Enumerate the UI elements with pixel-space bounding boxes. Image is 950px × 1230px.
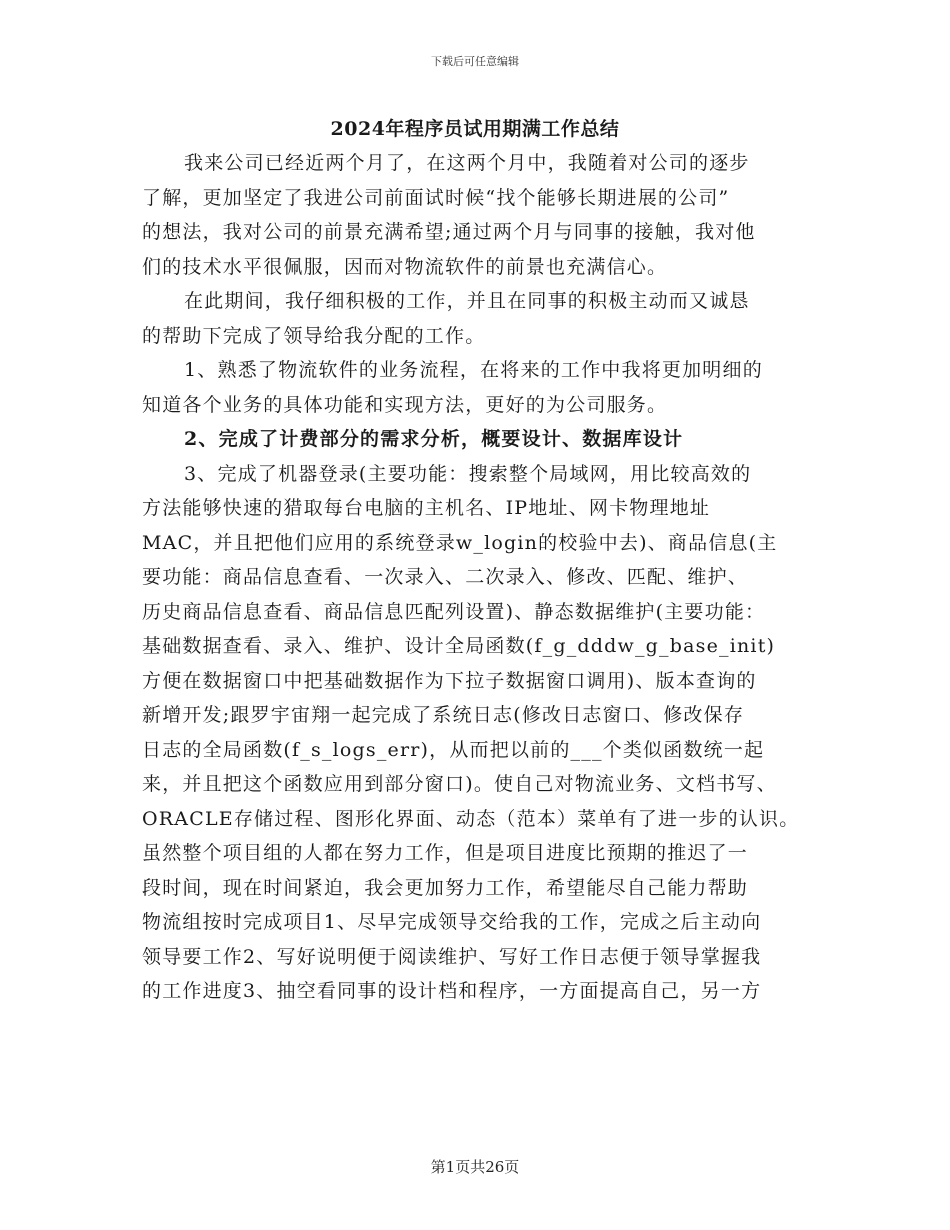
text-line: 我来公司已经近两个月了，在这两个月中，我随着对公司的逐步: [184, 152, 750, 174]
text-line: ORACLE存储过程、图形化界面、动态（范本）菜单有了进一步的认识。: [142, 807, 800, 830]
text-line: 知道各个业务的具体功能和实现方法，更好的为公司服务。: [142, 393, 668, 416]
document-body: [142, 146, 822, 1009]
text-line: 物流组按时完成项目1、尽早完成领导交给我的工作，完成之后主动向: [142, 911, 762, 933]
text-line: 来，并且把这个函数应用到部分窗口)。使自己对物流业务、文档书写、: [142, 773, 777, 795]
text-line: 3、完成了机器登录(主要功能：搜索整个局域网，用比较高效的: [184, 462, 752, 485]
text-line: 2、完成了计费部分的需求分析，概要设计、数据库设计: [184, 428, 684, 450]
text-line: MAC，并且把他们应用的系统登录w_login的校验中去)、商品信息(主: [142, 531, 778, 554]
text-line: 基础数据查看、录入、维护、设计全局函数(f_g_dddw_g_base_init): [142, 635, 776, 657]
text-line: 的工作进度3、抽空看同事的设计档和程序，一方面提高自己，另一方: [142, 980, 762, 1002]
text-line: 日志的全局函数(f_s_logs_err)，从而把以前的___个类似函数统一起: [142, 738, 765, 761]
page-footer: 第1页共26页: [430, 1158, 520, 1176]
text-line: 们的技术水平很佩服，因而对物流软件的前景也充满信心。: [142, 255, 668, 278]
text-line: 在此期间，我仔细积极的工作，并且在同事的积极主动而又诚恳: [184, 290, 750, 312]
text-line: 的帮助下完成了领导给我分配的工作。: [142, 324, 486, 347]
text-line: 要功能：商品信息查看、一次录入、二次录入、修改、匹配、维护、: [142, 566, 749, 588]
text-line: 领导要工作2、写好说明便于阅读维护、写好工作日志便于领导掌握我: [142, 945, 762, 968]
text-line: 方法能够快速的猎取每台电脑的主机名、IP地址、网卡物理地址: [142, 497, 711, 519]
text-line: 了解，更加坚定了我进公司前面试时候“找个能够长期进展的公司”: [142, 186, 730, 209]
text-line: 方便在数据窗口中把基础数据作为下拉子数据窗口调用)、版本查询的: [142, 669, 757, 692]
text-line: 段时间，现在时间紧迫，我会更加努力工作，希望能尽自己能力帮助: [142, 876, 749, 899]
header-note: 下载后可任意编辑: [431, 55, 519, 68]
text-line: 1、熟悉了物流软件的业务流程，在将来的工作中我将更加明细的: [184, 359, 763, 381]
document-title: 2024年程序员试用期满工作总结: [330, 118, 620, 140]
text-line: 新增开发;跟罗宇宙翔一起完成了系统日志(修改日志窗口、修改保存: [142, 704, 745, 726]
text-line: 的想法，我对公司的前景充满希望;通过两个月与同事的接触，我对他: [142, 221, 756, 243]
text-line: 虽然整个项目组的人都在努力工作，但是项目进度比预期的推迟了一: [142, 842, 749, 864]
text-line: 历史商品信息查看、商品信息匹配列设置)、静态数据维护(主要功能：: [142, 600, 766, 623]
